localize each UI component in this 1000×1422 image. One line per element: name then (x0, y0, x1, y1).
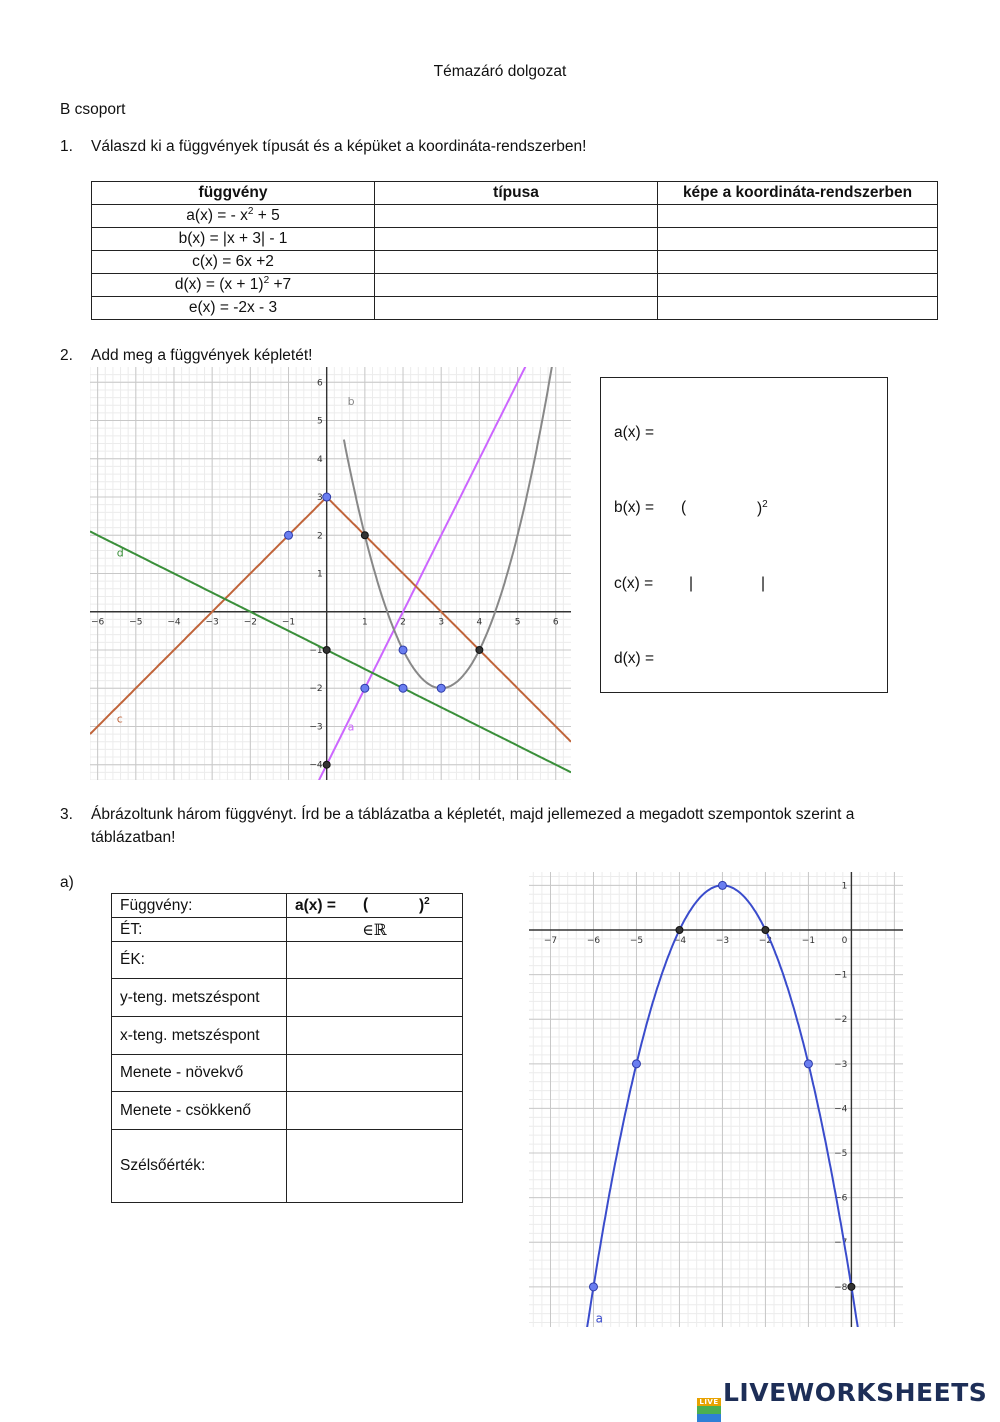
q1-type-cell[interactable] (375, 274, 658, 297)
q3-row-y-intercept-label: y-teng. metszéspont (112, 979, 287, 1017)
table-row (112, 894, 463, 918)
q1-graph-cell[interactable] (658, 274, 938, 297)
q2-c-bar-right: | (761, 575, 766, 592)
q2-label-b: b(x) = (614, 499, 655, 516)
y-tick-label: −4 (309, 760, 323, 771)
table-row (112, 1092, 463, 1130)
x-tick-label: 3 (438, 617, 445, 628)
x-tick-label: −1 (801, 935, 816, 946)
table-row (92, 297, 938, 320)
table-row (92, 251, 938, 274)
q3-part-label: a) (60, 874, 74, 891)
graph-point (676, 926, 683, 933)
q3-text-line2: táblázatban! (91, 829, 176, 846)
q2-label-c: c(x) = (614, 575, 654, 592)
q2-formula-box (600, 377, 888, 693)
table-row (92, 205, 938, 228)
y-tick-label: −2 (309, 684, 323, 695)
q1-graph-cell[interactable] (658, 297, 938, 320)
q1-number: 1. (60, 138, 73, 155)
table-row (112, 1017, 463, 1055)
x-tick-label: −2 (758, 935, 773, 946)
q3-input-increasing[interactable] (287, 1055, 463, 1092)
graph-point (399, 684, 407, 692)
series-label-a: a (595, 1311, 603, 1326)
y-tick-label: 4 (316, 454, 323, 465)
x-tick-label: 1 (361, 617, 368, 628)
q3-text-line1: Ábrázoltunk három függvényt. Írd be a táblázatba a képletét, majd jellemezed a megadott szempontok szerint a (91, 806, 855, 823)
q3-input-range[interactable] (287, 942, 463, 979)
q2-text: Add meg a függvények képletét! (91, 347, 313, 364)
graph-point (848, 1283, 855, 1290)
y-tick-label: −3 (834, 1059, 848, 1070)
series-label-d: d (116, 546, 124, 560)
q2-b-open-paren: ( (681, 499, 687, 516)
q1-header-type: típusa (375, 182, 658, 205)
x-tick-label: −6 (90, 617, 105, 628)
y-tick-label: 6 (316, 378, 323, 389)
q2-function-graph (90, 367, 571, 780)
origin-label: 0 (841, 935, 848, 946)
graph-point (399, 646, 407, 654)
y-tick-label: −1 (834, 970, 848, 981)
q1-function-b: b(x) = |x + 3| - 1 (92, 228, 375, 251)
document-title: Témazáró dolgozat (433, 63, 567, 80)
q3-parabola-graph (529, 872, 903, 1327)
graph-point (804, 1060, 812, 1068)
q1-table (91, 181, 938, 320)
q1-graph-cell[interactable] (658, 205, 938, 228)
x-tick-label: −5 (629, 935, 644, 946)
q3-input-extremum[interactable] (287, 1130, 463, 1203)
y-tick-label: 1 (841, 881, 848, 892)
graph-point (323, 761, 330, 768)
graph-point (476, 646, 483, 653)
x-tick-label: −5 (129, 617, 143, 628)
logo-badge-icon: LIVE (697, 1398, 721, 1422)
q3-input-x-intercept[interactable] (287, 1017, 463, 1055)
group-label: B csoport (60, 101, 126, 118)
q1-type-cell[interactable] (375, 228, 658, 251)
q3-input-formula-const[interactable] (433, 895, 465, 917)
x-tick-label: −4 (167, 617, 181, 628)
q1-header-function: függvény (92, 182, 375, 205)
table-row (92, 228, 938, 251)
q3-number: 3. (60, 806, 73, 823)
q1-function-d: $d(x) = (x + 1)^2 +7$ (92, 274, 375, 297)
q3-row-function-label: Függvény: (112, 894, 287, 918)
q2-input-a[interactable] (663, 422, 867, 446)
y-tick-label: −4 (834, 1104, 848, 1115)
q2-b-close-paren: )$^2$ (757, 499, 768, 518)
q3-input-y-intercept[interactable] (287, 979, 463, 1017)
graph-point (361, 684, 369, 692)
x-tick-label: −6 (586, 935, 601, 946)
q1-function-e: e(x) = -2x - 3 (92, 297, 375, 320)
x-tick-label: −4 (672, 935, 687, 946)
q3-row-function-value: a(x) = ( )$^2$ (287, 894, 463, 918)
q1-type-cell[interactable] (375, 297, 658, 320)
q2-input-d[interactable] (663, 648, 867, 672)
q1-graph-cell[interactable] (658, 228, 938, 251)
graph-point (361, 532, 368, 539)
y-tick-label: −5 (834, 1149, 848, 1160)
q2-input-b[interactable] (693, 497, 759, 521)
q1-function-a: a(x) = - $x^2 + 5$ (92, 205, 375, 228)
x-tick-label: 5 (514, 617, 521, 628)
table-row (112, 979, 463, 1017)
x-tick-label: 4 (476, 617, 483, 628)
q2-c-bar-left: | (689, 575, 694, 592)
q3-row-range-label: ÉK: (112, 942, 287, 979)
liveworksheets-logo: LIVE LIVEWORKSHEETS (697, 1378, 987, 1422)
graph-point (437, 684, 445, 692)
x-tick-label: 2 (400, 617, 406, 628)
table-row (92, 274, 938, 297)
q3-row-x-intercept-label: x-teng. metszéspont (112, 1017, 287, 1055)
q3-row-domain-label: ÉT: (112, 918, 287, 942)
graph-point (323, 493, 331, 501)
graph-point (718, 881, 726, 889)
q3-row-extremum-label: Szélsőérték: (112, 1130, 287, 1203)
series-line-d (90, 531, 571, 772)
q1-function-c: c(x) = 6x +2 (92, 251, 375, 274)
graph-point (632, 1060, 640, 1068)
series-label-c: c (116, 712, 123, 726)
graph-point (285, 531, 293, 539)
x-tick-label: −3 (205, 617, 219, 628)
y-tick-label: −3 (309, 722, 323, 733)
q2-input-c[interactable] (697, 573, 761, 597)
q3-input-formula[interactable] (373, 895, 421, 917)
q2-input-b-const[interactable] (781, 497, 875, 521)
table-row (112, 918, 463, 942)
q1-text: Válaszd ki a függvények típusát és a képüket a koordináta-rendszerben! (91, 138, 587, 155)
series-label-b: b (347, 395, 355, 409)
y-tick-label: 1 (316, 569, 323, 580)
y-tick-label: −2 (834, 1015, 848, 1026)
graph-point (589, 1283, 597, 1291)
table-row (112, 1055, 463, 1092)
q3-input-decreasing[interactable] (287, 1092, 463, 1130)
q3-properties-table (111, 893, 463, 1203)
x-tick-label: −1 (281, 617, 296, 628)
y-tick-label: 3 (316, 493, 323, 504)
y-tick-label: −6 (834, 1193, 848, 1204)
table-row (112, 942, 463, 979)
graph-point (323, 646, 330, 653)
y-tick-label: −1 (309, 645, 323, 656)
y-tick-label: −8 (834, 1282, 848, 1293)
x-tick-label: −3 (715, 935, 730, 946)
q1-graph-cell[interactable] (658, 251, 938, 274)
series-label-a: a (347, 720, 355, 734)
graph-point (762, 926, 769, 933)
y-tick-label: −7 (834, 1238, 848, 1249)
y-tick-label: 5 (316, 416, 323, 427)
q2-number: 2. (60, 347, 73, 364)
x-tick-label: −2 (243, 617, 257, 628)
q1-header-graph: képe a koordináta-rendszerben (658, 182, 938, 205)
q3-row-domain-value: ∈ℝ (287, 918, 463, 942)
q2-label-d: d(x) = (614, 650, 655, 667)
q3-row-increasing-label: Menete - növekvő (112, 1055, 287, 1092)
q3-row-decreasing-label: Menete - csökkenő (112, 1092, 287, 1130)
y-tick-label: 2 (316, 531, 323, 542)
table-row (112, 1130, 463, 1203)
x-tick-label: −7 (543, 935, 558, 946)
x-tick-label: 6 (552, 617, 559, 628)
q2-input-c-const[interactable] (773, 573, 875, 597)
q1-type-cell[interactable] (375, 205, 658, 228)
q1-type-cell[interactable] (375, 251, 658, 274)
q2-label-a: a(x) = (614, 424, 655, 441)
